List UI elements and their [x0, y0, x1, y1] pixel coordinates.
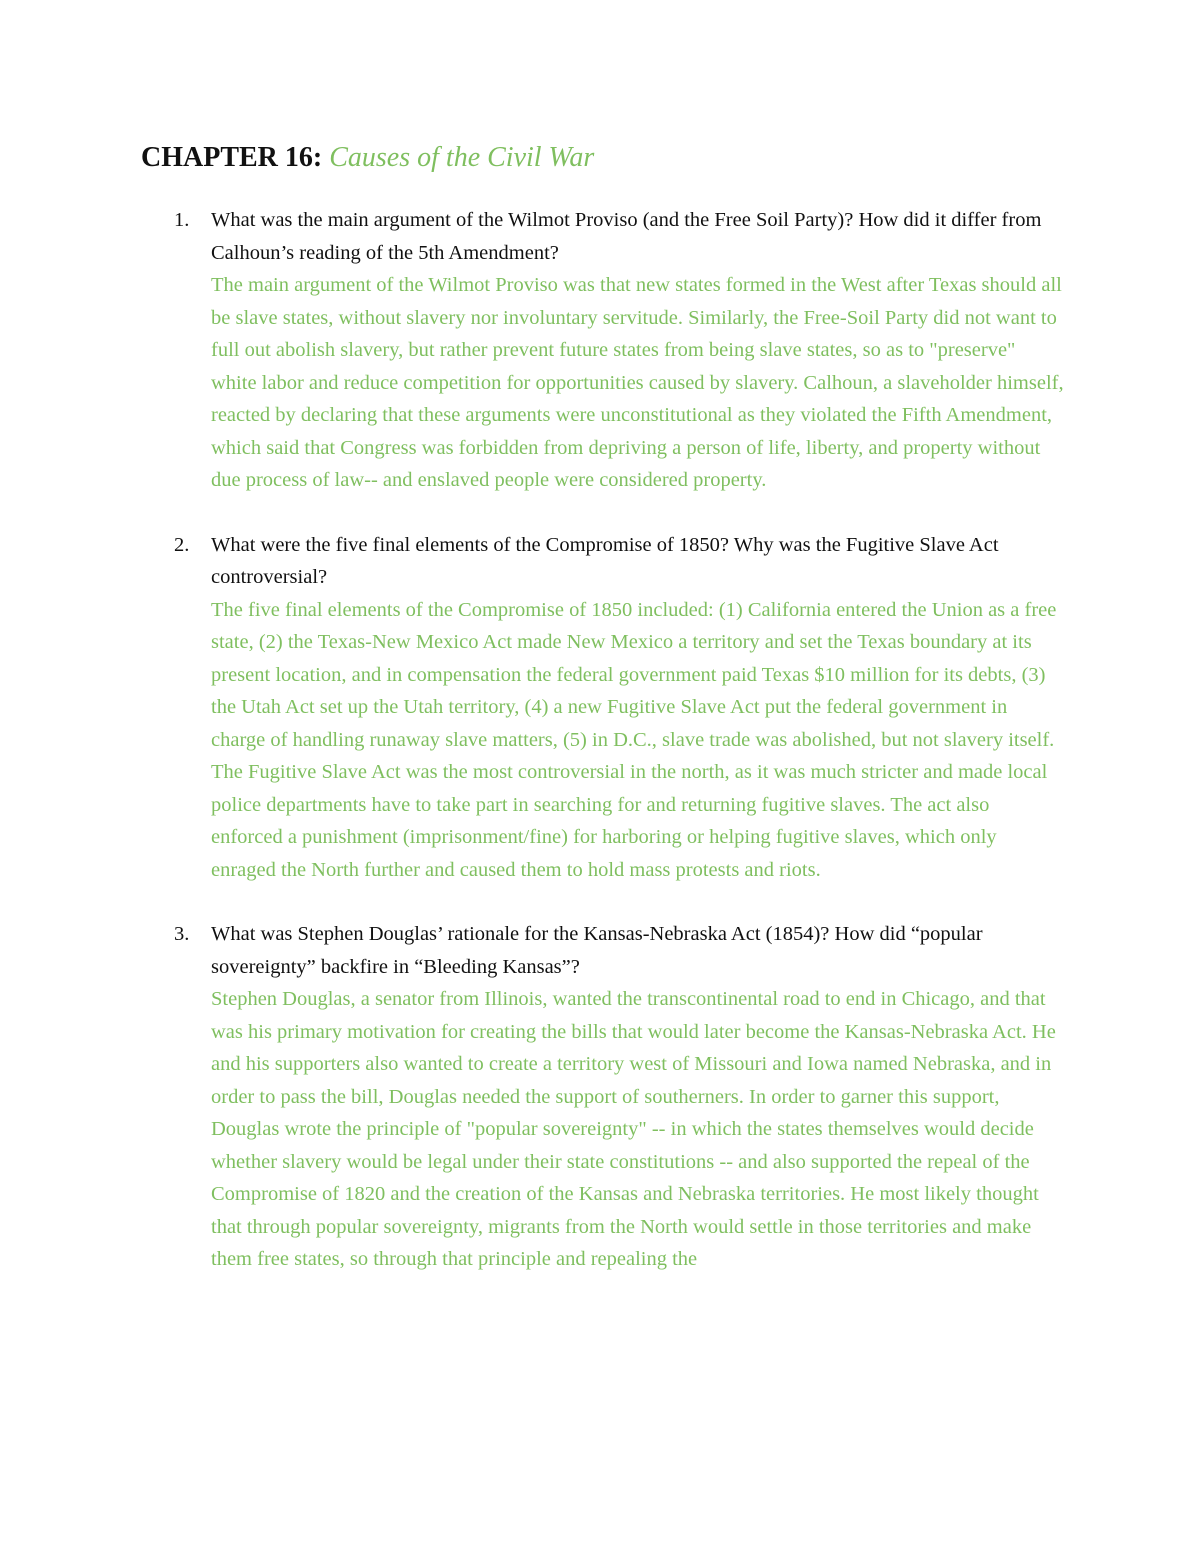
answer-text: The five final elements of the Compromise of 1850 included: (1) California entered the Union as a free state, (2) the Texas-New Mexico Act made New Mexico a territory and set the Texas boundary at its present location, and in compensation the federal government paid Texas $10 million for its debts, (3) the Utah Act set up the Utah territory, (4) a new Fugitive Slave Act put the federal government in charge of handling runaway slave matters, (5) in D.C., slave trade was abolished, but not slavery itself. The Fugitive Slave Act was the most controversial in the north, as it was much stricter and made local police departments have to take part in searching for and returning fugitive slaves. The act also enforced a punishment (imprisonment/fine) for harboring or helping fugitive slaves, which only enraged the North further and caused them to hold mass protests and riots.	[211, 598, 1057, 881]
question-list	[174, 204, 1064, 1308]
answer-text: The main argument of the Wilmot Proviso was that new states formed in the West after Texas should all be slave states, without slavery nor involuntary servitude. Similarly, the Free-Soil Party did not want to full out abolish slavery, but rather prevent future states from being slave states, so as to "preserve" white labor and reduce competition for opportunities caused by slavery. Calhoun, a slaveholder himself, reacted by declaring that these arguments were unconstitutional as they violated the Fifth Amendment, which said that Congress was forbidden from depriving a person of life, liberty, and property without due process of law-- and enslaved people were considered property.	[211, 274, 1064, 491]
question-item-1	[174, 204, 1064, 497]
question-item-3	[174, 918, 1064, 1276]
question-text: What were the five final elements of the Compromise of 1850? Why was the Fugitive Slave Act controversial?	[211, 533, 999, 588]
question-text: What was Stephen Douglas’ rationale for the Kansas-Nebraska Act (1854)? How did “popular sovereignty” backfire in “Bleeding Kansas”?	[211, 923, 983, 978]
chapter-label: CHAPTER 16:	[141, 142, 323, 173]
question-number: 3.	[174, 923, 190, 945]
answer-text: Stephen Douglas, a senator from Illinois, wanted the transcontinental road to end in Chicago, and that was his primary motivation for creating the bills that would later become the Kansas-Nebraska Act. He and his supporters also wanted to create a territory west of Missouri and Iowa named Nebraska, and in order to pass the bill, Douglas needed the support of southerners. In order to garner this support, Douglas wrote the principle of "popular sovereignty" -- in which the states themselves would decide whether slavery would be legal under their state constitutions -- and also supported the repeal of the Compromise of 1820 and the creation of the Kansas and Nebraska territories. He most likely thought that through popular sovereignty, migrants from the North would settle in those territories and make them free states, so through that principle and repealing the	[211, 988, 1056, 1270]
question-number: 1.	[174, 209, 190, 231]
chapter-title	[141, 140, 594, 176]
question-text: What was the main argument of the Wilmot Proviso (and the Free Soil Party)? How did it differ from Calhoun’s reading of the 5th Amendment?	[211, 209, 1042, 264]
question-number: 2.	[174, 533, 190, 556]
chapter-subject: Causes of the Civil War	[329, 142, 595, 173]
question-item-2	[174, 529, 1064, 887]
